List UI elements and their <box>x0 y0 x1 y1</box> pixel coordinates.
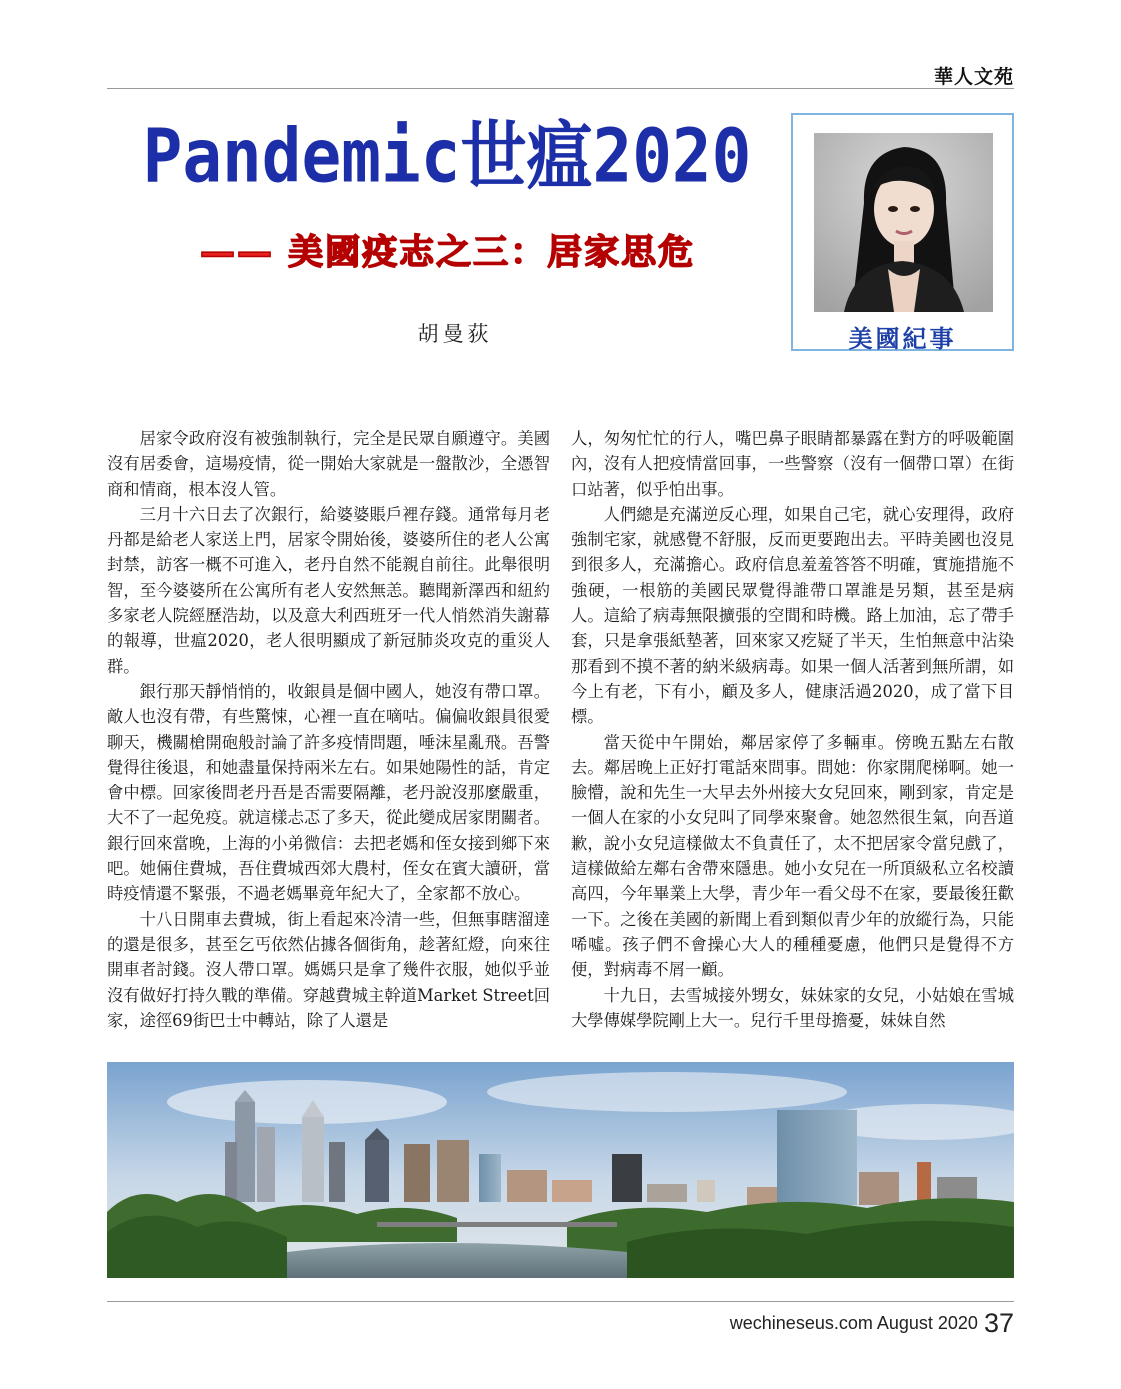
top-rule <box>107 88 1014 89</box>
article-title: Pandemic世瘟2020 <box>142 113 752 200</box>
paragraph: 三月十六日去了次銀行，給婆婆賬戶裡存錢。通常每月老丹都是給老人家送上門，居家令開始後，婆婆所住的老人公寓封禁，訪客一概不可進入，老丹自然不能親自前往。此舉很明智，至今婆婆所在公寓所有老人安然無恙。聽聞新澤西和紐約多家老人院經歷浩劫，以及意大利西班牙一代人悄然消失謝幕的報導，世瘟2020，老人很明顯成了新冠肺炎攻克的重災人群。 <box>107 504 550 676</box>
article-subtitle: —— 美國疫志之三：居家思危 <box>200 233 696 273</box>
author-photo-frame <box>791 113 1014 351</box>
paragraph: 當天從中午開始，鄰居家停了多輛車。傍晚五點左右散去。鄰居晚上正好打電話來問事。問她：你家開爬梯啊。她一臉懵，說和先生一大早去外州接大女兒回來，剛到家，肯定是一個人在家的小女兒叫了同學來聚會。她忽然很生氣，向吾道歉，說小女兒這樣做太不負責任了，太不把居家令當兒戲了，這樣做給左鄰右舍帶來隱患。她小女兒在一所頂級私立名校讀高四，今年畢業上大學，青少年一看父母不在家，要最後狂歡一下。之後在美國的新聞上看到類似青少年的放縱行為，只能唏噓。孩子們不會操心大人的種種憂慮，他們只是覺得不方便，對病毒不屑一顧。 <box>571 732 1014 980</box>
paragraph: 人們總是充滿逆反心理，如果自己宅，就心安理得，政府強制宅家，就感覺不舒服，反而更要跑出去。平時美國也沒見到很多人，充滿擔心。政府信息羞羞答答不明確，實施措施不強硬，一根筋的美國民眾覺得誰帶口罩誰是另類，甚至是病人。這給了病毒無限擴張的空間和時機。路上加油，忘了帶手套，只是拿張紙墊著，回來家又疙疑了半天，生怕無意中沾染那看到不摸不著的納米級病毒。如果一個人活著到無所謂，如今上有老，下有小，顧及多人，健康活過2020，成了當下目標。 <box>571 504 1014 727</box>
article-author: 胡曼荻 <box>417 322 493 346</box>
paragraph: 銀行那天靜悄悄的，收銀員是個中國人，她沒有帶口罩。敵人也沒有帶，有些驚悚，心裡一直在嘀咕。偏偏收銀員很愛聊天，機關槍開砲般討論了許多疫情問題，唾沫星亂飛。吾警覺得往後退，和她盡量保持兩米左右。如果她陽性的話，肯定會中標。回家後問老丹吾是否需要隔離，老丹說沒那麼嚴重，大不了一起免疫。就這樣忐忑了多天，從此變成居家閉關者。銀行回來當晚，上海的小弟微信：去把老媽和侄女接到鄉下來吧。她倆住費城，吾住費城西郊大農村，侄女在賓大讀研，當時疫情還不緊張，不過老媽畢竟年紀大了，全家都不放心。 <box>107 681 550 904</box>
paragraph: 人，匆匆忙忙的行人，嘴巴鼻子眼睛都暴露在對方的呼吸範圍內，沒有人把疫情當回事，一些警察（沒有一個帶口罩）在街口站著，似乎怕出事。 <box>571 429 1014 499</box>
paragraph: 十九日，去雪城接外甥女，妹妹家的女兒，小姑娘在雪城大學傳媒學院剛上大一。兒行千里母擔憂，妹妹自然 <box>571 985 1014 1030</box>
paragraph: 居家令政府沒有被強制執行，完全是民眾自願遵守。美國沒有居委會，這場疫情，從一開始大家就是一盤散沙，全憑智商和情商，根本沒人管。 <box>107 429 550 499</box>
author-portrait <box>814 133 993 312</box>
column-left <box>107 426 550 1038</box>
paragraph: 十八日開車去費城，街上看起來冷清一些，但無事瞎溜達的還是很多，甚至乞丐依然佔據各個街角，趁著紅燈，向來往開車者討錢。沒人帶口罩。媽媽只是拿了幾件衣服，她似乎並沒有做好打持久戰的準備。穿越費城主幹道Market Street回家，途徑69街巴士中轉站，除了人還是 <box>107 909 550 1030</box>
bottom-rule <box>107 1301 1014 1302</box>
column-right <box>571 426 1014 1038</box>
page-number: 37 <box>983 1308 1014 1338</box>
page-footer <box>730 1308 1014 1339</box>
city-skyline-photo <box>107 1062 1014 1278</box>
footer-site-date: wechineseus.com August 2020 <box>729 1313 978 1333</box>
article-body <box>107 426 1014 1038</box>
column-badge: 美國紀事 <box>848 324 957 353</box>
section-label: 華人文苑 <box>933 66 1014 88</box>
